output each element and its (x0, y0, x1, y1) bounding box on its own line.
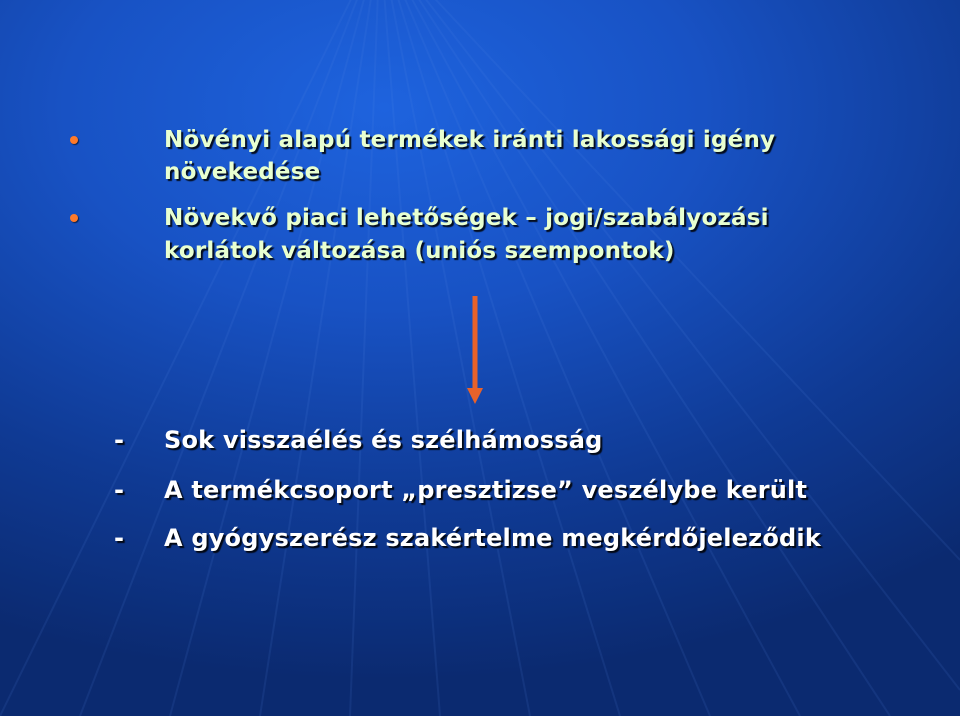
dash-marker-3: - (114, 524, 124, 552)
bullet-dot-1 (70, 136, 78, 144)
consequence-3: A gyógyszerész szakértelme megkérdőjeleződik (164, 524, 822, 552)
bullet-dot-2 (70, 214, 78, 222)
dash-marker-2: - (114, 476, 124, 504)
bullet-2-line-2: korlátok változása (uniós szempontok) (164, 238, 675, 264)
down-arrow-icon (464, 296, 486, 406)
bullet-1-line-1: Növényi alapú termékek iránti lakossági igény (164, 127, 776, 153)
bullet-1-line-2: növekedése (164, 159, 321, 185)
consequence-1: Sok visszaélés és szélhámosság (164, 426, 603, 454)
consequence-2: A termékcsoport „presztizse” veszélybe került (164, 476, 808, 504)
dash-marker-1: - (114, 426, 124, 454)
bullet-2-line-1: Növekvő piaci lehetőségek – jogi/szabályozási (164, 205, 769, 231)
